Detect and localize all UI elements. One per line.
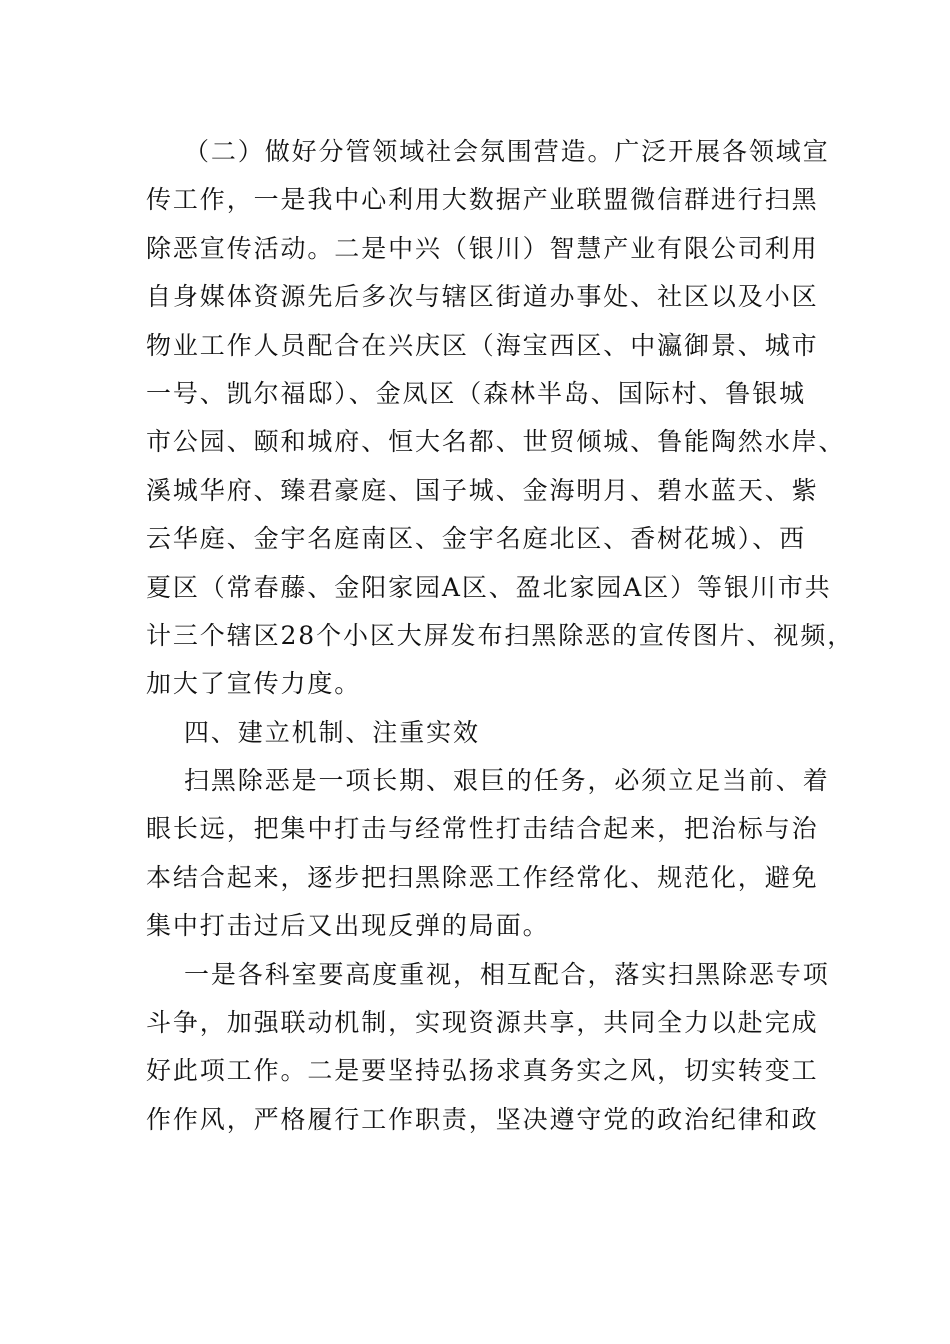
document-body: [146, 128, 855, 1144]
text-line: 溪城华府、臻君豪庭、国子城、金海明月、碧水蓝天、紫: [146, 475, 819, 505]
text-line: 加大了宣传力度。: [146, 669, 362, 699]
text-line: （二）做好分管领域社会氛围营造。广泛开展各领域宣: [184, 137, 830, 166]
text-line: 眼长远，把集中打击与经常性打击结合起来，把治标与治: [146, 814, 819, 844]
text-line: 扫黑除恶是一项长期、艰巨的任务，必须立足当前、着: [184, 766, 830, 796]
text-line: 好此项工作。二是要坚持弘扬求真务实之风，切实转变工: [146, 1056, 819, 1086]
text-line: 夏区（常春藤、金阳家园A区、盈北家园A区）等银川市共: [146, 572, 832, 602]
paragraph-social-atmosphere: [146, 128, 855, 709]
section-heading: 四、建立机制、注重实效: [184, 717, 480, 747]
text-line: 一是各科室要高度重视，相互配合，落实扫黑除恶专项: [184, 959, 830, 989]
text-line: 物业工作人员配合在兴庆区（海宝西区、中瀛御景、城市: [146, 330, 819, 360]
text-line: 斗争，加强联动机制，实现资源共享，共同全力以赴完成: [146, 1008, 819, 1038]
text-line: 传工作，一是我中心利用大数据产业联盟微信群进行扫黑: [146, 185, 819, 215]
text-line: 作作风，严格履行工作职责，坚决遵守党的政治纪律和政: [146, 1104, 819, 1134]
text-line: 自身媒体资源先后多次与辖区街道办事处、社区以及小区: [146, 282, 819, 312]
text-line: 集中打击过后又出现反弹的局面。: [146, 911, 550, 941]
text-line: 计三个辖区28个小区大屏发布扫黑除恶的宣传图片、视频，: [146, 620, 855, 650]
text-line: 云华庭、金宇名庭南区、金宇名庭北区、香树花城）、西: [146, 524, 807, 554]
text-line: 除恶宣传活动。二是中兴（银川）智慧产业有限公司利用: [146, 233, 819, 263]
text-line: 市公园、颐和城府、恒大名都、世贸倾城、鲁能陶然水岸、: [146, 427, 846, 457]
paragraph-departments: [146, 951, 830, 1145]
text-line: 一号、凯尔福邸）、金凤区（森林半岛、国际村、鲁银城: [146, 378, 807, 408]
text-line: 本结合起来，逐步把扫黑除恶工作经常化、规范化，避免: [146, 862, 819, 892]
paragraph-long-term-task: [146, 757, 830, 951]
